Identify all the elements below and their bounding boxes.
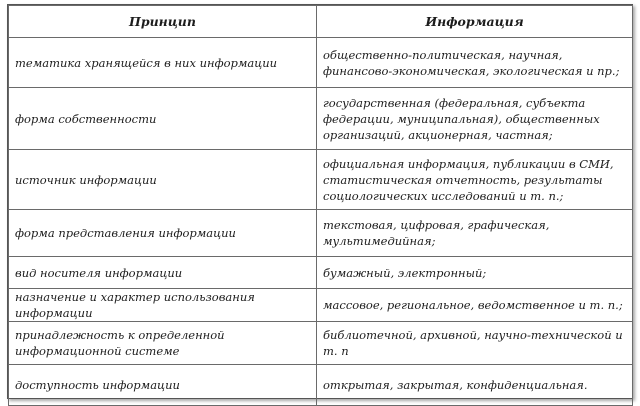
information-cell: государственная (федеральная, субъекта федерации, муниципальная), общественных организаций, акционерная, частная; [317, 88, 633, 150]
classification-table [8, 5, 633, 406]
principle-cell: вид носителя информации [9, 257, 317, 289]
principle-cell: форма собственности [9, 88, 317, 150]
information-cell: открытая, закрытая, конфиденциальная. [317, 365, 633, 406]
information-cell: массовое, региональное, ведомственное и т. п.; [317, 289, 633, 322]
column-header-principle: Принцип [9, 6, 317, 38]
table-row [9, 88, 633, 150]
principle-cell: доступность информации [9, 365, 317, 406]
table-row [9, 210, 633, 257]
table-row [9, 365, 633, 406]
information-cell: библиотечной, архивной, научно-технической и т. п [317, 322, 633, 365]
column-header-information: Информация [317, 6, 633, 38]
principle-cell: источник информации [9, 150, 317, 210]
principle-cell: тематика хранящейся в них информации [9, 38, 317, 88]
table-row [9, 257, 633, 289]
principle-cell: форма представления информации [9, 210, 317, 257]
information-cell: общественно-политическая, научная, финансово-экономическая, экологическая и пр.; [317, 38, 633, 88]
principle-cell: назначение и характер использования информации [9, 289, 317, 322]
table-row [9, 38, 633, 88]
table-header-row [9, 6, 633, 38]
table-row [9, 289, 633, 322]
principle-cell: принадлежность к определенной информационной системе [9, 322, 317, 365]
information-cell: текстовая, цифровая, графическая, мультимедийная; [317, 210, 633, 257]
table-row [9, 150, 633, 210]
information-cell: официальная информация, публикации в СМИ, статистическая отчетность, результаты социологических исследований и т. п.; [317, 150, 633, 210]
table-row [9, 322, 633, 365]
information-cell: бумажный, электронный; [317, 257, 633, 289]
classification-table-frame [7, 4, 633, 399]
